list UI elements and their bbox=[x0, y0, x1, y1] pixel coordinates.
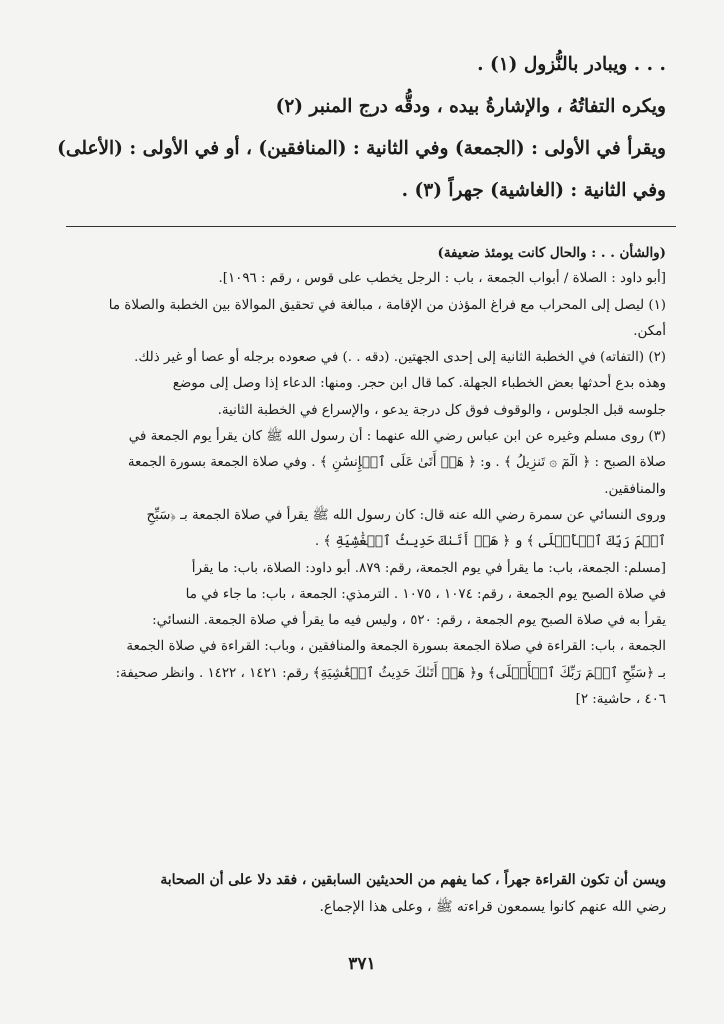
closing-paragraph bbox=[52, 867, 666, 921]
closing-line: ويسن أن تكون القراءة جهراً ، كما يفهم من الحديثين السابقين ، فقد دلا على أن الصحابة bbox=[160, 872, 666, 888]
footnote-line: بـ ﴿سَبِّحِ ٱسۡمَ رَبِّكَ ٱلۡأَعۡلَى﴾ و﴿ هَلۡ أَتَىٰكَ حَدِيثُ ٱلۡغَٰشِيَةِ﴾ رقم: ١٤٢١ ، ١٤٢٢ . وانظر صحيفة: bbox=[115, 665, 666, 681]
page-number: ٣٧١ bbox=[348, 954, 376, 974]
footnote-line: وروى النسائي عن سمرة رضي الله عنه قال: كان رسول الله ﷺ يقرأ في صلاة الجمعة بـ ﴿سَبِّحِ bbox=[146, 507, 666, 523]
footnote-line: ٤٠٦ ، حاشية: ٢] bbox=[575, 692, 666, 708]
footnote-divider bbox=[66, 226, 676, 227]
footnote-line: (٢) (التفاته) في الخطبة الثانية إلى إحدى الجهتين. (دقه . .) في صعوده برجله أو عصا أو غير ذلك. bbox=[134, 350, 666, 366]
closing-line: رضي الله عنهم كانوا يسمعون قراءته ﷺ ، وعلى هذا الإجماع. bbox=[319, 899, 666, 915]
main-text-line: ويكره التفاتُهُ ، والإشارةُ بيده ، ودقُّه درج المنبر (٢) bbox=[275, 96, 666, 117]
footnotes-block bbox=[52, 240, 666, 713]
footnote-line: والمنافقين. bbox=[604, 481, 666, 497]
footnote-line: يقرأ به في صلاة الصبح يوم الجمعة ، رقم: ٥٢٠ ، وليس فيه ما يقرأ في صلاة الجمعة. النسائي: bbox=[152, 613, 666, 629]
footnote-line: جلوسه قبل الجلوس ، والوقوف فوق كل درجة يدعو ، والإسراع في الخطبة الثانية. bbox=[217, 402, 666, 418]
main-text-line: . . . ويبادر بالنُّزول (١) . bbox=[477, 54, 666, 75]
footnote-line: في صلاة الصبح يوم الجمعة ، رقم: ١٠٧٤ ، ١٠٧٥ . الترمذي: الجمعة ، باب: ما جاء في ما bbox=[185, 586, 666, 602]
footnote-line: أمكن. bbox=[633, 323, 666, 339]
footnote-line: (والشأن . . : والحال كانت يومئذ ضعيفة) bbox=[437, 245, 666, 261]
footnote-line: [مسلم: الجمعة، باب: ما يقرأ في يوم الجمعة، رقم: ٨٧٩. أبو داود: الصلاة، باب: ما يقرأ bbox=[191, 560, 666, 576]
footnote-line: [أبو داود : الصلاة / أبواب الجمعة ، باب : الرجل يخطب على قوس ، رقم : ١٠٩٦]. bbox=[218, 271, 666, 287]
main-text-block bbox=[52, 44, 666, 212]
footnote-line: (٣) روى مسلم وغيره عن ابن عباس رضي الله عنهما : أن رسول الله ﷺ كان يقرأ يوم الجمعة في bbox=[128, 429, 666, 445]
main-text-line: ويقرأ في الأولى : (الجمعة) وفي الثانية : (المنافقين) ، أو في الأولى : (الأعلى) bbox=[57, 138, 666, 159]
footnote-line: صلاة الصبح : ﴿ الٓمٓ ۞ تَنزِيلُ ﴾ . و: ﴿ هَلۡ أَتَىٰ عَلَى ٱلۡإِنسَٰنِ ﴾ . وفي صلاة الجمعة بسورة الجمعة bbox=[127, 455, 666, 471]
main-text-line: وفي الثانية : (الغاشية) جهراً (٣) . bbox=[401, 180, 666, 201]
footnote-line: وهذه بدع أحدثها بعض الخطباء الجهلة. كما قال ابن حجر. ومنها: الدعاء إذا وصل إلى موضع bbox=[172, 376, 666, 392]
footnote-line: (١) ليصل إلى المحراب مع فراغ المؤذن من الإقامة ، مبالغة في تحقيق الموالاة بين الخطبة والصلاة ما bbox=[108, 297, 666, 313]
footnote-line: ٱسۡمَ رَبِّكَ ٱلۡأَعۡلَى ﴾ و ﴿ هَلۡ أَتَىٰكَ حَدِيثُ ٱلۡغَٰشِيَةِ ﴾ . bbox=[314, 534, 666, 550]
footnote-line: الجمعة ، باب: القراءة في صلاة الجمعة بسورة الجمعة والمنافقين ، وباب: القراءة في صلاة الجمعة bbox=[126, 639, 666, 655]
